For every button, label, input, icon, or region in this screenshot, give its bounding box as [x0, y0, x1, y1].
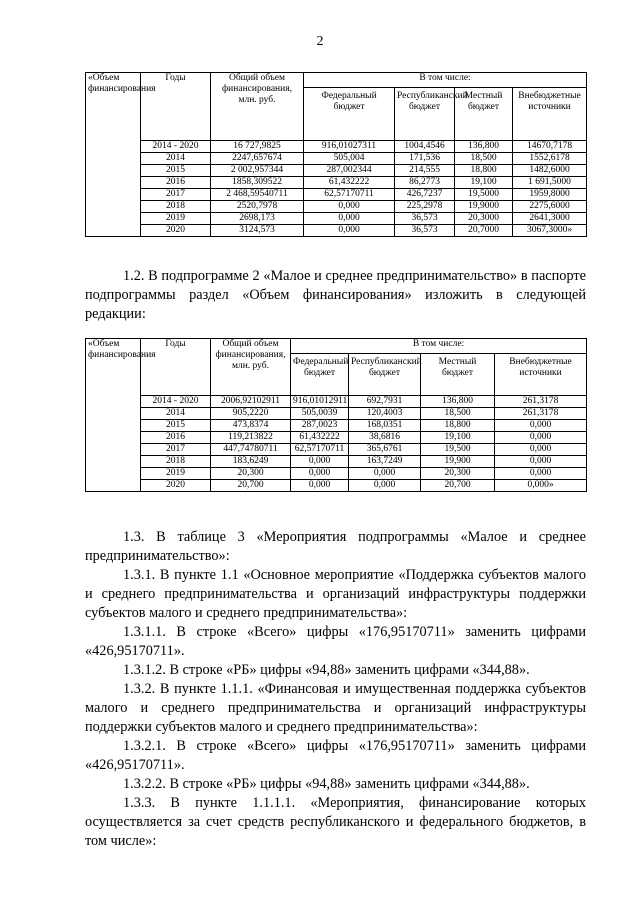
paragraph: 1.3.1.1. В строке «Всего» цифры «176,95170711» заменить цифрами «426,95170711». — [85, 624, 586, 659]
paragraph: 1.3.1.2. В строке «РБ» цифры «94,88» заменить цифрами «344,88». — [123, 662, 530, 678]
col-extra: Внебюджетные источники — [495, 354, 587, 396]
table-row: 2016 1858,309522 61,432222 86,2773 19,100 1 691,5000 — [86, 177, 587, 189]
table-row: 2014 905,2220 505,0039 120,4003 18,500 261,3178 — [86, 408, 587, 420]
page-number: 2 — [316, 34, 324, 49]
table-row: 2015 473,8374 287,0023 168,0351 18,800 0,000 — [86, 420, 587, 432]
col-including: В том числе: — [291, 339, 587, 354]
table-row: 2019 2698,173 0,000 36,573 20,3000 2641,3000 — [86, 213, 587, 225]
financing-label: «Объем финансирования — [86, 73, 141, 237]
col-republic: Республиканский бюджет — [395, 88, 455, 141]
col-extra: Внебюджетные источники — [513, 88, 587, 141]
paragraph: 1.3.3. В пункте 1.1.1.1. «Мероприятия, финансирование которых осуществляется за счет средств республиканского и федерального бюджетов, в том числе»: — [85, 795, 586, 849]
col-local: Местный бюджет — [421, 354, 495, 396]
paragraph-1-2: 1.2. В подпрограмме 2 «Малое и среднее предпринимательство» в паспорте подпрограммы раздел «Объем финансирования» изложить в следующей редакции: — [85, 268, 586, 322]
col-years: Годы — [141, 73, 211, 141]
table-row: 2020 3124,573 0,000 36,573 20,7000 3067,3000» — [86, 225, 587, 237]
col-federal: Федеральный бюджет — [291, 354, 349, 396]
financing-table-1 — [85, 72, 587, 237]
financing-label: «Объем финансирования — [86, 339, 141, 492]
col-total: Общий объем финансирования, млн. руб. — [211, 339, 291, 396]
paragraph: 1.3.2.1. В строке «Всего» цифры «176,95170711» заменить цифрами «426,95170711». — [85, 738, 586, 773]
amendments-text — [85, 528, 586, 851]
table-row: 2018 2520,7978 0,000 225,2978 19,9000 2275,6000 — [86, 201, 587, 213]
table-row: 2016 119,213822 61,432222 38,6816 19,100 0,000 — [86, 432, 587, 444]
col-total: Общий объем финансирования, млн. руб. — [211, 73, 304, 141]
col-years: Годы — [141, 339, 211, 396]
table-row: 2019 20,300 0,000 0,000 20,300 0,000 — [86, 468, 587, 480]
financing-table-2 — [85, 338, 587, 492]
col-local: Местный бюджет — [455, 88, 513, 141]
paragraph: 1.3.2.2. В строке «РБ» цифры «94,88» заменить цифрами «344,88». — [123, 776, 530, 792]
table-row: 2014 2247,657674 505,004 171,536 18,500 1552,6178 — [86, 153, 587, 165]
paragraph: 1.3.1. В пункте 1.1 «Основное мероприятие «Поддержка субъектов малого и среднего предпринимательства и организаций инфраструктуры поддержки субъектов малого и среднего предпринимательства»: — [85, 567, 586, 621]
table-row: 2020 20,700 0,000 0,000 20,700 0,000» — [86, 480, 587, 492]
table-row: 2014 - 2020 16 727,9825 916,01027311 1004,4546 136,800 14670,7178 — [86, 141, 587, 153]
table-row: 2017 447,74780711 62,57170711 365,6761 19,500 0,000 — [86, 444, 587, 456]
table-row: 2015 2 002,957344 287,002344 214,555 18,800 1482,6000 — [86, 165, 587, 177]
table-row: 2018 183,6249 0,000 163,7249 19,900 0,000 — [86, 456, 587, 468]
col-including: В том числе: — [304, 73, 587, 88]
paragraph: 1.3. В таблице 3 «Мероприятия подпрограммы «Малое и среднее предпринимательство»: — [85, 529, 586, 564]
col-federal: Федеральный бюджет — [304, 88, 395, 141]
table-row: 2017 2 468,59540711 62,57170711 426,7237 19,5000 1959,8000 — [86, 189, 587, 201]
paragraph: 1.3.2. В пункте 1.1.1. «Финансовая и имущественная поддержка субъектов малого и среднего предпринимательства и организаций инфраструктуры поддержки субъектов малого и среднего предпринимательства»: — [85, 681, 586, 735]
table-row: 2014 - 2020 2006,92102911 916,01012911 692,7931 136,800 261,3178 — [86, 396, 587, 408]
col-republic: Республиканский бюджет — [349, 354, 421, 396]
